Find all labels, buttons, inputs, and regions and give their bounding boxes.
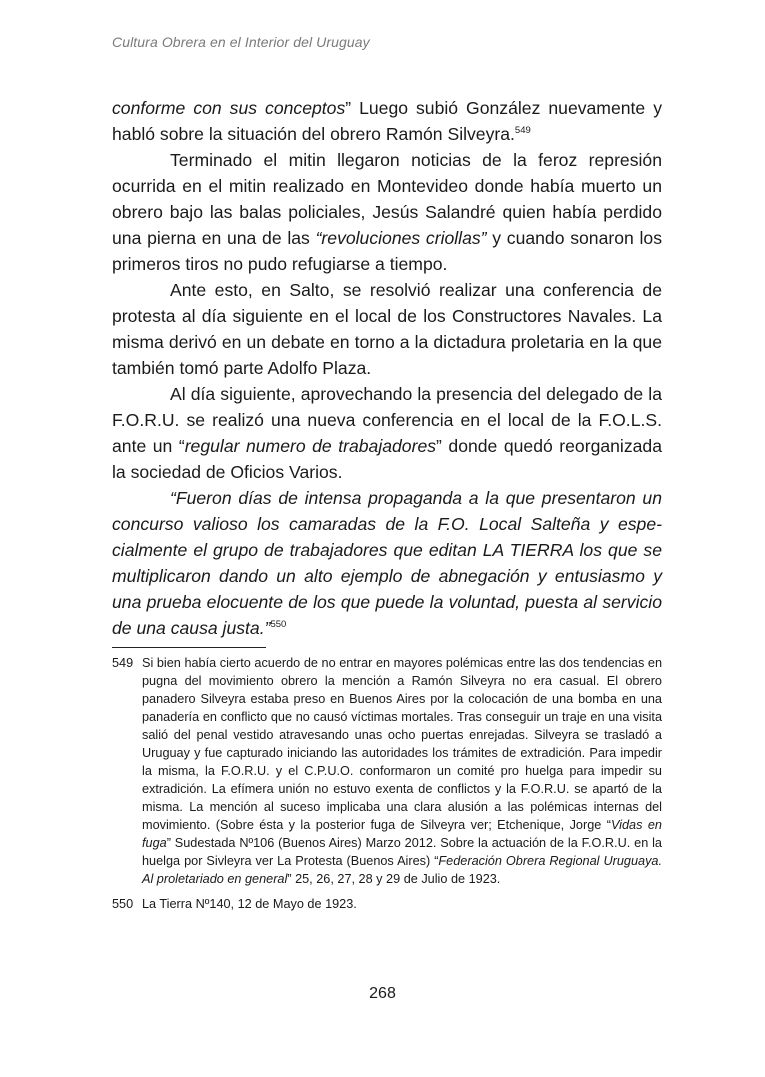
footnotes — [112, 654, 662, 913]
paragraph-1 — [112, 95, 662, 147]
paragraph-3 — [112, 277, 662, 381]
footnote-549 — [112, 654, 662, 888]
paragraph-text: Al día siguiente, aprovechando la presencia del delegado de la F.O.R.U. se realizó una nueva conferencia en el local de la F.O.L.S. ante un “ — [112, 384, 662, 456]
running-header: Cultura Obrera en el Interior del Uruguay — [112, 34, 370, 50]
footnote-text: La Tierra Nº140, 12 de Mayo de 1923. — [142, 897, 357, 911]
paragraph-text: y cuando sonaron los primeros tiros no pudo refugiarse a tiempo. — [112, 228, 662, 274]
block-quote — [112, 485, 662, 641]
paragraph-text: Terminado el mitin llegaron noticias de la feroz represión ocurrida en el mitin realizado en Montevideo donde había muerto un obrero bajo las balas policiales, Jesús Salandré quien había perdido una pierna en una de las — [112, 150, 662, 248]
italic-phrase: conforme con sus conceptos — [112, 98, 346, 118]
footnote-text-part: ” 25, 26, 27, 28 y 29 de Julio de 1923. — [287, 872, 501, 886]
footnote-text — [142, 654, 662, 888]
paragraph-4 — [112, 381, 662, 485]
paragraph-text: ” Luego subió González nuevamente y habló sobre la situación del obrero Ramón Silveyra. — [112, 98, 662, 144]
paragraph-2 — [112, 147, 662, 277]
footnote-number: 550 — [112, 897, 134, 911]
paragraph-text: Ante esto, en Salto, se resolvió realizar una conferencia de protesta al día siguiente en el local de los Constructores Navales. La misma derivó en un debate en torno a la dictadura proletaria en la que también tomó parte Adolfo Plaza. — [112, 280, 662, 378]
footnote-text-part: Si bien había cierto acuerdo de no entrar en mayores polémicas entre las dos tendencias en pugna del movimiento obrero la mención a Ramón Silveyra no era casual. El obrero panadero Silveyra estaba preso en Buenos Aires por la colocación de una bomba en una panadería en conflicto que no causó víctimas mortales. Tras conseguir un traje en una visita salió del penal vestido atravesando unas ocho puertas enrejadas. Silveyra se trasladó a Uruguay y fue capturado iniciando las autoridades los trámites de extradición. Para impedir la misma, la F.O.R.U. y el C.P.U.O. conformaron un comité pro huelga para impedir su extradición. La efímera unión no estuvo exenta de conflictos y la F.O.R.U. se apartó de la misma. La mención al suceso implicaba una clara alusión a las polémicas internas del movimiento. (Sobre ésta y la posterior fuga de Silveyra ver; Etchenique, Jorge “ — [142, 656, 662, 832]
paragraph-text: ” donde quedó reorganizada la sociedad de Oficios Varios. — [112, 436, 662, 482]
footnote-separator — [112, 647, 266, 648]
italic-phrase: regular numero de trabajadores — [184, 436, 437, 456]
footnote-italic: Vidas en fuga — [142, 818, 662, 850]
footnote-ref-549[interactable]: 549 — [514, 125, 531, 136]
italic-phrase: “revoluciones criollas” — [315, 228, 487, 248]
quote-text: “Fueron días de intensa propaganda a la que presentaron un concurso valioso los camaradas de la F.O. Local Salteña y especialmente el grupo de trabajadores que editan LA TIERRA los que se multiplicaron dando un alto ejemplo de abnegación y entusiasmo y una prueba elocuente de los que puede la voluntad, puesta al servicio de una causa justa.” — [112, 488, 662, 638]
footnote-number: 549 — [112, 656, 134, 670]
footnote-text-part: ” Sudestada Nº106 (Buenos Aires) Marzo 2012. Sobre la actuación de la F.O.R.U. en la huelga por Sivleyra ver La Protesta (Buenos Aires) “ — [142, 836, 662, 868]
footnote-550 — [112, 895, 662, 913]
main-text — [112, 95, 662, 641]
footnote-ref-550[interactable]: 550 — [270, 619, 287, 630]
footnote-italic: Federación Obrera Regional Uruguaya. Al proletariado en general — [142, 854, 662, 886]
page-number: 268 — [369, 985, 396, 1002]
